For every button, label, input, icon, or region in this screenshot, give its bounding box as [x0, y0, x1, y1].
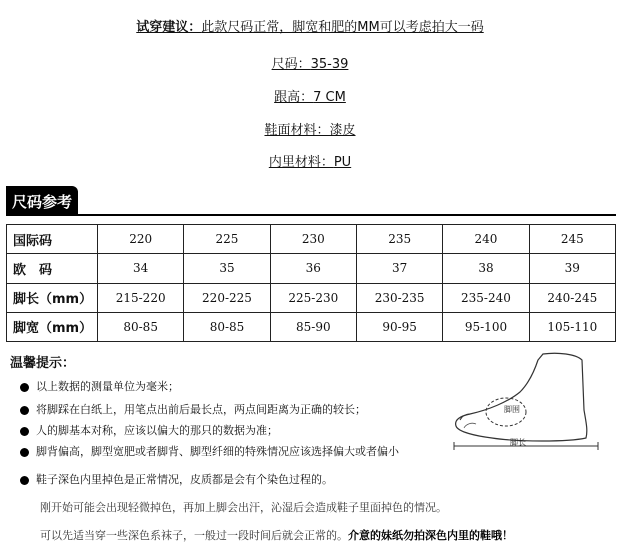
lining-label: 内里材料：	[268, 155, 334, 170]
bullet-icon	[20, 476, 29, 485]
table-cell: 90-95	[356, 312, 442, 341]
size-label: 尺码：	[271, 57, 311, 72]
tip-item	[20, 443, 399, 459]
table-cell: 230-235	[356, 283, 442, 312]
table-cell: 240	[443, 225, 529, 254]
table-cell: 240-245	[529, 283, 615, 312]
size-chart-title: 尺码参考	[6, 186, 78, 216]
foot-length-label: 脚长	[510, 438, 526, 447]
advice-text: 此款尺码正常，脚宽和肥的MM可以考虑拍大一码	[201, 20, 484, 35]
tip-text: 脚背偏高，脚型宽肥或者脚背、脚型纤细的特殊情况应该选择偏大或者偏小	[36, 445, 399, 458]
table-row	[7, 312, 616, 341]
table-cell: 37	[356, 254, 442, 283]
table-cell: 220-225	[184, 283, 270, 312]
table-cell: 80-85	[184, 312, 270, 341]
row-label: 欧 码	[7, 254, 98, 283]
advice-label: 试穿建议：	[136, 20, 202, 35]
table-cell: 220	[98, 225, 184, 254]
advice-line	[0, 16, 620, 35]
table-cell: 245	[529, 225, 615, 254]
heel-line	[0, 86, 620, 105]
row-label: 脚长（mm）	[7, 283, 98, 312]
tip-text: 将脚踩在白纸上，用笔点出前后最长点，两点间距离为正确的较长；	[36, 403, 366, 416]
table-row	[7, 283, 616, 312]
upper-line	[0, 119, 620, 138]
table-row	[7, 254, 616, 283]
bullet-icon	[20, 406, 29, 415]
tip-text: 人的脚基本对称，应该以偏大的那只的数据为准；	[36, 424, 278, 437]
tip-paragraph-text: 可以先适当穿一些深色系袜子，一般过一段时间后就会正常的。	[40, 529, 348, 542]
table-cell: 235-240	[443, 283, 529, 312]
row-label: 脚宽（mm）	[7, 312, 98, 341]
table-cell: 225	[184, 225, 270, 254]
table-cell: 36	[270, 254, 356, 283]
table-cell: 35	[184, 254, 270, 283]
table-cell: 215-220	[98, 283, 184, 312]
table-cell: 39	[529, 254, 615, 283]
bullet-icon	[20, 383, 29, 392]
lining-value: PU	[333, 155, 352, 170]
upper-label: 鞋面材料：	[264, 123, 330, 138]
lining-line	[0, 151, 620, 170]
table-cell: 225-230	[270, 283, 356, 312]
table-row	[7, 225, 616, 254]
title-divider	[6, 214, 616, 216]
table-cell: 105-110	[529, 312, 615, 341]
row-label: 国际码	[7, 225, 98, 254]
bullet-icon	[20, 448, 29, 457]
foot-measurement-icon	[448, 350, 608, 458]
bullet-icon	[20, 427, 29, 436]
tip-paragraph	[40, 527, 513, 543]
size-line	[0, 53, 620, 72]
heel-label: 跟高：	[274, 90, 314, 105]
table-cell: 38	[443, 254, 529, 283]
upper-value: 漆皮	[329, 123, 356, 138]
table-cell: 95-100	[443, 312, 529, 341]
foot-width-label: 脚围	[504, 405, 520, 414]
size-table	[6, 224, 616, 342]
tip-text: 鞋子深色内里掉色是正常情况，皮质都是会有个染色过程的。	[36, 473, 333, 486]
tip-paragraph: 刚开始可能会出现轻微掉色，再加上脚会出汗，沁湿后会造成鞋子里面掉色的情况。	[40, 501, 447, 514]
table-cell: 230	[270, 225, 356, 254]
tip-paragraph-emphasis: 介意的妹纸勿拍深色内里的鞋哦！	[348, 529, 513, 542]
tip-item	[20, 401, 366, 417]
heel-value: 7 CM	[313, 90, 346, 105]
size-value: 35-39	[310, 57, 349, 72]
table-cell: 235	[356, 225, 442, 254]
table-cell: 85-90	[270, 312, 356, 341]
tip-item	[20, 422, 278, 438]
table-cell: 80-85	[98, 312, 184, 341]
table-cell: 34	[98, 254, 184, 283]
tips-heading: 温馨提示：	[10, 356, 76, 371]
tip-text: 以上数据的测量单位为毫米；	[36, 380, 179, 393]
tip-item	[20, 471, 333, 487]
tip-item	[20, 378, 179, 394]
